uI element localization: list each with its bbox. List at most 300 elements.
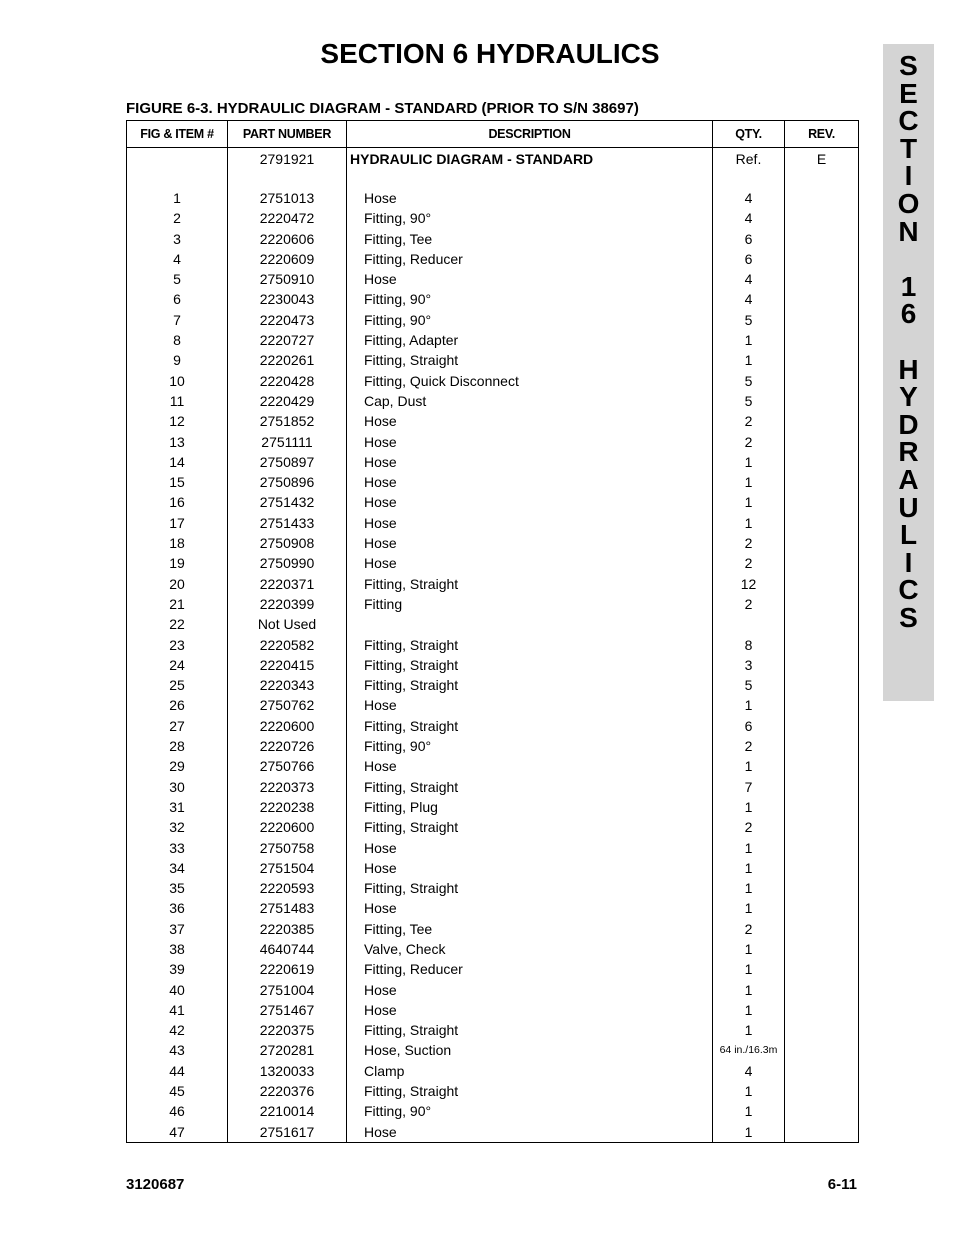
table-row: [127, 655, 859, 675]
row-qty: 6: [713, 229, 785, 249]
table-row: [127, 716, 859, 736]
row-qty: 1: [713, 1081, 785, 1101]
row-qty: 1: [713, 330, 785, 350]
row-qty: 5: [713, 371, 785, 391]
row-description: [347, 614, 713, 634]
row-qty: 5: [713, 391, 785, 411]
table-row: [127, 553, 859, 573]
side-tab-letter: U: [898, 491, 919, 523]
side-tab-letters: [883, 52, 934, 631]
side-tab-letter: L: [899, 519, 918, 551]
row-qty: 2: [713, 553, 785, 573]
header-rev: REV.: [785, 121, 859, 148]
row-part-number: 2751467: [228, 1000, 347, 1020]
row-part-number: 2751504: [228, 858, 347, 878]
table-row: [127, 411, 859, 431]
row-item: 8: [127, 330, 228, 350]
row-part-number: 2220373: [228, 777, 347, 797]
row-item: 44: [127, 1061, 228, 1081]
side-tab-letter: H: [898, 353, 919, 385]
row-item: 15: [127, 472, 228, 492]
row-part-number: 2750908: [228, 533, 347, 553]
table-row: [127, 675, 859, 695]
side-tab-letter: I: [904, 160, 913, 192]
row-rev: [785, 310, 859, 330]
row-rev: [785, 817, 859, 837]
row-description: Fitting, Straight: [347, 777, 713, 797]
row-rev: [785, 411, 859, 431]
table-row: [127, 594, 859, 614]
table-row: [127, 919, 859, 939]
row-rev: [785, 655, 859, 675]
document-number: 3120687: [126, 1176, 185, 1193]
row-qty: 1: [713, 898, 785, 918]
row-rev: [785, 716, 859, 736]
table-row: [127, 878, 859, 898]
row-qty: 1: [713, 858, 785, 878]
row-qty: 64 in./16.3m: [713, 1040, 785, 1060]
row-part-number: 2220261: [228, 350, 347, 370]
side-tab-letter: O: [897, 187, 920, 219]
row-item: 17: [127, 513, 228, 533]
row-item: 47: [127, 1122, 228, 1143]
row-item: 22: [127, 614, 228, 634]
row-description: Fitting, Reducer: [347, 249, 713, 269]
row-qty: 1: [713, 1101, 785, 1121]
row-item: 3: [127, 229, 228, 249]
row-item: 32: [127, 817, 228, 837]
row-rev: [785, 432, 859, 452]
row-item: 4: [127, 249, 228, 269]
row-part-number: 2751852: [228, 411, 347, 431]
table-row: [127, 736, 859, 756]
row-description: Hose: [347, 980, 713, 1000]
row-part-number: 2751004: [228, 980, 347, 1000]
row-rev: [785, 756, 859, 776]
row-rev: [785, 1122, 859, 1143]
side-tab-letter: Y: [899, 381, 918, 413]
row-qty: 1: [713, 838, 785, 858]
row-rev: [785, 533, 859, 553]
row-part-number: 2751617: [228, 1122, 347, 1143]
side-tab-letter: N: [898, 215, 919, 247]
row-item: 34: [127, 858, 228, 878]
row-item: 19: [127, 553, 228, 573]
table-row: [127, 858, 859, 878]
row-rev: [785, 594, 859, 614]
header-part-number: PART NUMBER: [228, 121, 347, 148]
row-part-number: 2220609: [228, 249, 347, 269]
row-qty: 1: [713, 980, 785, 1000]
row-description: Fitting, Quick Disconnect: [347, 371, 713, 391]
row-description: Fitting, Straight: [347, 716, 713, 736]
table-row: [127, 959, 859, 979]
row-description: Fitting, Tee: [347, 229, 713, 249]
row-rev: [785, 1081, 859, 1101]
row-part-number: 2720281: [228, 1040, 347, 1060]
table-row: [127, 1081, 859, 1101]
row-item: 20: [127, 574, 228, 594]
row-qty: 4: [713, 188, 785, 208]
row-part-number: 2220376: [228, 1081, 347, 1101]
row-description: Hose: [347, 756, 713, 776]
table-row: [127, 1122, 859, 1143]
row-rev: [785, 858, 859, 878]
row-rev: [785, 452, 859, 472]
row-item: 43: [127, 1040, 228, 1060]
row-description: Fitting, Straight: [347, 1020, 713, 1040]
row-part-number: 2220582: [228, 635, 347, 655]
row-part-number: 2220727: [228, 330, 347, 350]
row-rev: [785, 269, 859, 289]
row-qty: 1: [713, 513, 785, 533]
side-tab-letter: 6: [900, 298, 917, 330]
row-rev: [785, 898, 859, 918]
row-description: Hose: [347, 269, 713, 289]
row-item: 11: [127, 391, 228, 411]
row-description: Fitting, Tee: [347, 919, 713, 939]
row-description: Clamp: [347, 1061, 713, 1081]
table-row: [127, 838, 859, 858]
row-qty: 6: [713, 716, 785, 736]
row-qty: 1: [713, 959, 785, 979]
row-item: 45: [127, 1081, 228, 1101]
row-part-number: 2750758: [228, 838, 347, 858]
row-item: 28: [127, 736, 228, 756]
row-description: Hose, Suction: [347, 1040, 713, 1060]
row-rev: [785, 939, 859, 959]
row-description: Hose: [347, 188, 713, 208]
row-item: 18: [127, 533, 228, 553]
row-description: Hose: [347, 553, 713, 573]
table-row: [127, 208, 859, 228]
table-row: [127, 249, 859, 269]
row-part-number: 2220600: [228, 716, 347, 736]
table-row: [127, 695, 859, 715]
spacer-row: [127, 170, 859, 188]
table-row: [127, 1101, 859, 1121]
row-rev: [785, 878, 859, 898]
row-part-number: 2220600: [228, 817, 347, 837]
row-rev: [785, 249, 859, 269]
row-part-number: 2751111: [228, 432, 347, 452]
row-part-number: 2220343: [228, 675, 347, 695]
row-description: Fitting, Plug: [347, 797, 713, 817]
row-qty: 5: [713, 310, 785, 330]
table-row: [127, 452, 859, 472]
row-qty: 1: [713, 695, 785, 715]
side-tab-letter: D: [898, 408, 919, 440]
row-rev: [785, 350, 859, 370]
row-part-number: 2220238: [228, 797, 347, 817]
row-rev: [785, 635, 859, 655]
row-rev: [785, 1040, 859, 1060]
row-item: 26: [127, 695, 228, 715]
row-rev: [785, 574, 859, 594]
row-item: 37: [127, 919, 228, 939]
row-qty: 12: [713, 574, 785, 594]
side-tab-letter: T: [899, 132, 918, 164]
row-part-number: 2751013: [228, 188, 347, 208]
row-part-number: 2220619: [228, 959, 347, 979]
row-qty: 2: [713, 432, 785, 452]
row-part-number: 2750897: [228, 452, 347, 472]
row-part-number: 2751483: [228, 898, 347, 918]
row-part-number: 4640744: [228, 939, 347, 959]
row-description: Fitting, Straight: [347, 635, 713, 655]
row-item: 38: [127, 939, 228, 959]
row-item: 29: [127, 756, 228, 776]
row-description: Hose: [347, 472, 713, 492]
row-rev: [785, 553, 859, 573]
row-rev: [785, 472, 859, 492]
row-qty: 5: [713, 675, 785, 695]
row-description: Fitting, 90°: [347, 310, 713, 330]
row-item: 40: [127, 980, 228, 1000]
side-tab-letter: C: [898, 105, 919, 137]
side-tab-letter: S: [899, 50, 918, 81]
table-row: [127, 614, 859, 634]
row-part-number: 2750910: [228, 269, 347, 289]
parts-table: [126, 120, 859, 1143]
row-rev: [785, 919, 859, 939]
side-tab-letter: E: [899, 77, 918, 109]
table-row: [127, 492, 859, 512]
row-rev: [785, 188, 859, 208]
table-row: [127, 939, 859, 959]
row-part-number: 2750766: [228, 756, 347, 776]
row-item: 27: [127, 716, 228, 736]
row-rev: [785, 330, 859, 350]
row-part-number: 2220429: [228, 391, 347, 411]
row-part-number: 2220472: [228, 208, 347, 228]
row-item: 9: [127, 350, 228, 370]
row-item: 1: [127, 188, 228, 208]
row-item: 46: [127, 1101, 228, 1121]
row-rev: [785, 777, 859, 797]
row-rev: [785, 492, 859, 512]
row-description: Valve, Check: [347, 939, 713, 959]
row-rev: [785, 797, 859, 817]
row-part-number: 2750896: [228, 472, 347, 492]
row-description: Hose: [347, 858, 713, 878]
row-rev: [785, 736, 859, 756]
row-qty: 1: [713, 797, 785, 817]
table-row: [127, 635, 859, 655]
section-side-tab: [883, 44, 934, 701]
row-part-number: 2220371: [228, 574, 347, 594]
row-part-number: 1320033: [228, 1061, 347, 1081]
table-row: [127, 310, 859, 330]
page-number: 6-11: [827, 1176, 857, 1193]
row-description: Cap, Dust: [347, 391, 713, 411]
row-rev: [785, 675, 859, 695]
table-row: [127, 777, 859, 797]
table-row: [127, 289, 859, 309]
row-qty: 1: [713, 1020, 785, 1040]
table-row: [127, 756, 859, 776]
row-item: 30: [127, 777, 228, 797]
row-item: 31: [127, 797, 228, 817]
row-rev: [785, 1101, 859, 1121]
row-qty: 1: [713, 350, 785, 370]
row-description: Fitting, 90°: [347, 208, 713, 228]
row-description: Fitting, Straight: [347, 655, 713, 675]
row-description: Fitting, Reducer: [347, 959, 713, 979]
row-item: 41: [127, 1000, 228, 1020]
assembly-qty: Ref.: [713, 148, 785, 171]
row-part-number: 2210014: [228, 1101, 347, 1121]
side-tab-letter: 1: [900, 270, 917, 302]
row-description: Fitting, Straight: [347, 1081, 713, 1101]
row-part-number: 2220415: [228, 655, 347, 675]
row-rev: [785, 614, 859, 634]
row-qty: 1: [713, 1000, 785, 1020]
row-rev: [785, 980, 859, 1000]
row-rev: [785, 208, 859, 228]
row-description: Fitting, Straight: [347, 817, 713, 837]
row-description: Hose: [347, 411, 713, 431]
row-qty: 7: [713, 777, 785, 797]
row-item: 6: [127, 289, 228, 309]
row-item: 36: [127, 898, 228, 918]
row-rev: [785, 289, 859, 309]
row-description: Fitting, 90°: [347, 289, 713, 309]
row-part-number: 2751432: [228, 492, 347, 512]
row-rev: [785, 513, 859, 533]
assembly-part-number: 2791921: [228, 148, 347, 171]
row-part-number: 2220606: [228, 229, 347, 249]
row-description: Hose: [347, 533, 713, 553]
row-part-number: 2750990: [228, 553, 347, 573]
row-description: Hose: [347, 695, 713, 715]
header-description: DESCRIPTION: [347, 121, 713, 148]
table-header-row: [127, 121, 859, 148]
row-rev: [785, 1020, 859, 1040]
table-row: [127, 188, 859, 208]
table-row: [127, 432, 859, 452]
row-rev: [785, 838, 859, 858]
row-item: 12: [127, 411, 228, 431]
table-row: [127, 391, 859, 411]
table-row: [127, 898, 859, 918]
row-part-number: Not Used: [228, 614, 347, 634]
row-description: Hose: [347, 452, 713, 472]
row-description: Hose: [347, 432, 713, 452]
side-tab-letter: A: [898, 463, 919, 495]
row-item: 14: [127, 452, 228, 472]
assembly-rev: E: [785, 148, 859, 171]
row-part-number: 2220726: [228, 736, 347, 756]
table-row: [127, 1020, 859, 1040]
side-tab-letter: C: [898, 574, 919, 606]
row-item: 35: [127, 878, 228, 898]
row-description: Hose: [347, 492, 713, 512]
table-row: [127, 229, 859, 249]
table-row: [127, 371, 859, 391]
row-qty: 4: [713, 1061, 785, 1081]
assembly-description: HYDRAULIC DIAGRAM - STANDARD: [347, 148, 713, 171]
row-description: Fitting, 90°: [347, 1101, 713, 1121]
row-rev: [785, 1000, 859, 1020]
figure-title: FIGURE 6-3. HYDRAULIC DIAGRAM - STANDARD (PRIOR TO S/N 38697): [126, 100, 639, 117]
side-tab-letter: R: [898, 436, 919, 468]
row-item: 42: [127, 1020, 228, 1040]
row-description: Hose: [347, 1122, 713, 1143]
row-qty: 1: [713, 756, 785, 776]
row-rev: [785, 1061, 859, 1081]
row-item: 7: [127, 310, 228, 330]
row-qty: 2: [713, 594, 785, 614]
row-part-number: 2230043: [228, 289, 347, 309]
table-row: [127, 1040, 859, 1060]
row-rev: [785, 959, 859, 979]
table-row: [127, 817, 859, 837]
row-item: 25: [127, 675, 228, 695]
row-qty: 2: [713, 736, 785, 756]
table-row: [127, 1000, 859, 1020]
row-item: 10: [127, 371, 228, 391]
row-qty: 1: [713, 878, 785, 898]
row-part-number: 2220375: [228, 1020, 347, 1040]
row-part-number: 2220399: [228, 594, 347, 614]
row-qty: 1: [713, 472, 785, 492]
row-qty: 2: [713, 533, 785, 553]
side-tab-letter: I: [904, 546, 913, 578]
row-part-number: 2750762: [228, 695, 347, 715]
row-description: Fitting, Adapter: [347, 330, 713, 350]
row-description: Fitting, Straight: [347, 574, 713, 594]
row-part-number: 2220385: [228, 919, 347, 939]
table-row: [127, 513, 859, 533]
row-item: 2: [127, 208, 228, 228]
row-item: 24: [127, 655, 228, 675]
row-qty: 4: [713, 208, 785, 228]
table-row: [127, 980, 859, 1000]
row-description: Fitting, Straight: [347, 675, 713, 695]
header-item: FIG & ITEM #: [127, 121, 228, 148]
row-part-number: 2751433: [228, 513, 347, 533]
row-qty: 4: [713, 269, 785, 289]
row-rev: [785, 371, 859, 391]
row-part-number: 2220428: [228, 371, 347, 391]
row-item: 33: [127, 838, 228, 858]
row-rev: [785, 695, 859, 715]
row-qty: [713, 614, 785, 634]
row-qty: 1: [713, 492, 785, 512]
row-description: Hose: [347, 898, 713, 918]
row-qty: 2: [713, 817, 785, 837]
row-description: Fitting, Straight: [347, 878, 713, 898]
row-part-number: 2220593: [228, 878, 347, 898]
row-qty: 3: [713, 655, 785, 675]
table-row: [127, 330, 859, 350]
row-rev: [785, 391, 859, 411]
row-description: Hose: [347, 1000, 713, 1020]
row-part-number: 2220473: [228, 310, 347, 330]
table-row: [127, 350, 859, 370]
section-title: SECTION 6 HYDRAULICS: [320, 38, 660, 69]
row-item: 5: [127, 269, 228, 289]
row-item: 21: [127, 594, 228, 614]
row-qty: 6: [713, 249, 785, 269]
row-item: 39: [127, 959, 228, 979]
assembly-item: [127, 148, 228, 171]
table-row: [127, 797, 859, 817]
side-tab-letter: S: [899, 601, 918, 633]
row-qty: 1: [713, 452, 785, 472]
row-qty: 4: [713, 289, 785, 309]
